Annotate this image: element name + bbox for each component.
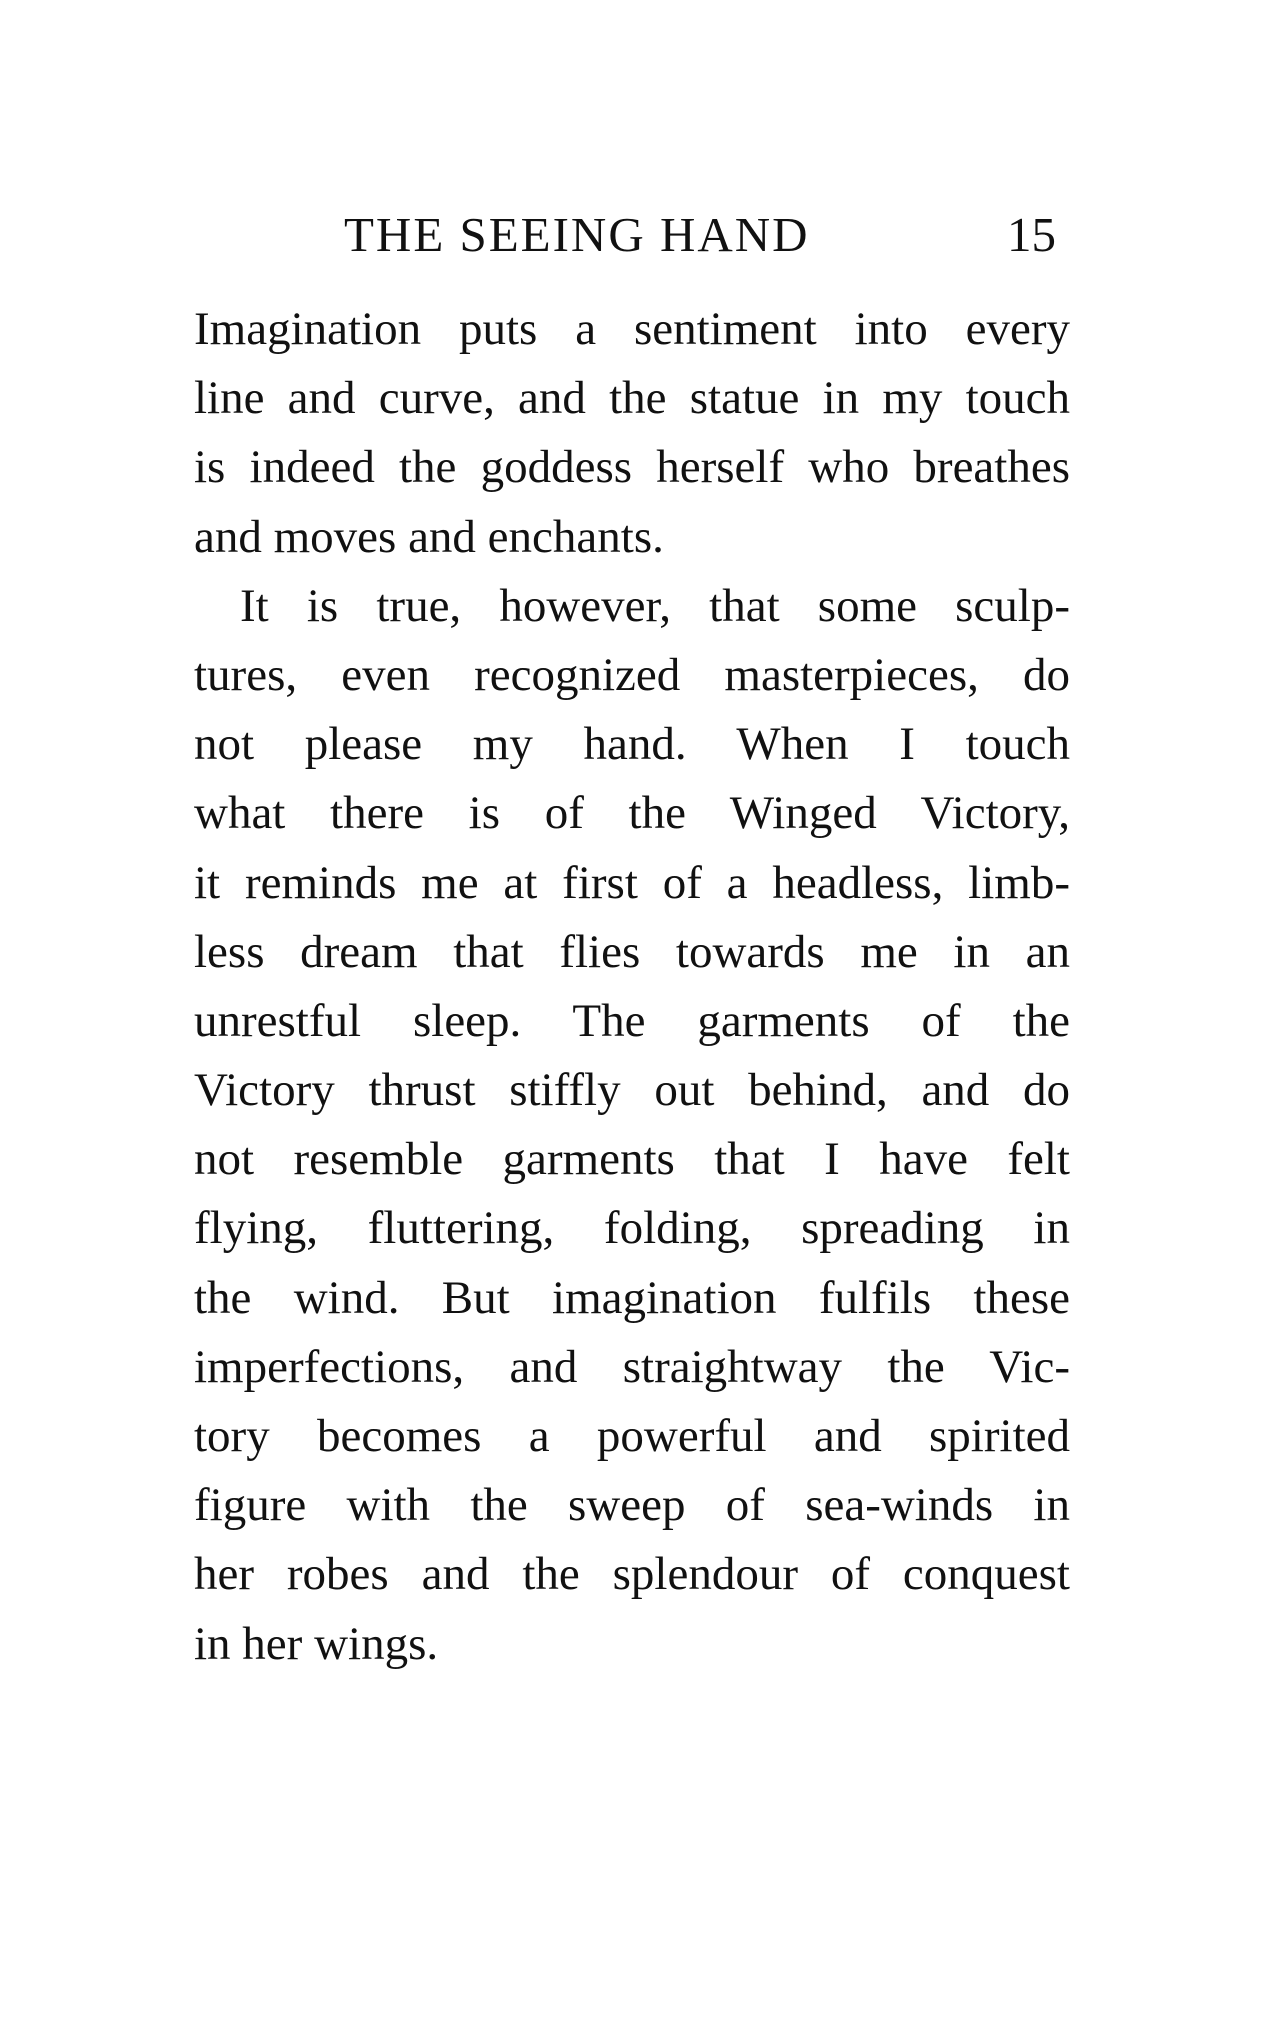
text-line: figure with the sweep of sea-winds in [194,1479,1070,1532]
text-line: her robes and the splendour of conquest [194,1548,1070,1601]
paragraph-1 [194,295,1070,572]
text-line: and moves and enchants. [194,510,664,563]
text-line: it reminds me at first of a headless, limb- [194,856,1070,909]
text-line: Imagination puts a sentiment into every [194,303,1070,355]
text-line: the wind. But imagination fulfils these [194,1271,1070,1324]
paragraph-2 [194,572,1070,1679]
text-line: flying, fluttering, folding, spreading in [194,1202,1070,1255]
text-line: not please my hand. When I touch [194,718,1070,771]
text-line: tures, even recognized masterpieces, do [194,648,1070,701]
body-text [194,295,1070,1679]
text-line: line and curve, and the statue in my touch [194,372,1070,425]
text-line: unrestful sleep. The garments of the [194,994,1070,1047]
text-line: is indeed the goddess herself who breathes [194,441,1070,494]
text-line: less dream that flies towards me in an [194,925,1070,978]
text-line: in her wings. [194,1617,439,1670]
page-number: 15 [1007,207,1056,262]
text-line: It is true, however, that some sculp- [240,579,1070,632]
text-line: tory becomes a powerful and spirited [194,1410,1070,1462]
text-line: not resemble garments that I have felt [194,1133,1070,1186]
text-line: imperfections, and straightway the Vic- [194,1340,1070,1393]
text-line: Victory thrust stiffly out behind, and do [194,1064,1070,1117]
running-head-title: THE SEEING HAND [344,207,810,262]
text-line: what there is of the Winged Victory, [194,787,1070,840]
running-head [194,200,1084,270]
